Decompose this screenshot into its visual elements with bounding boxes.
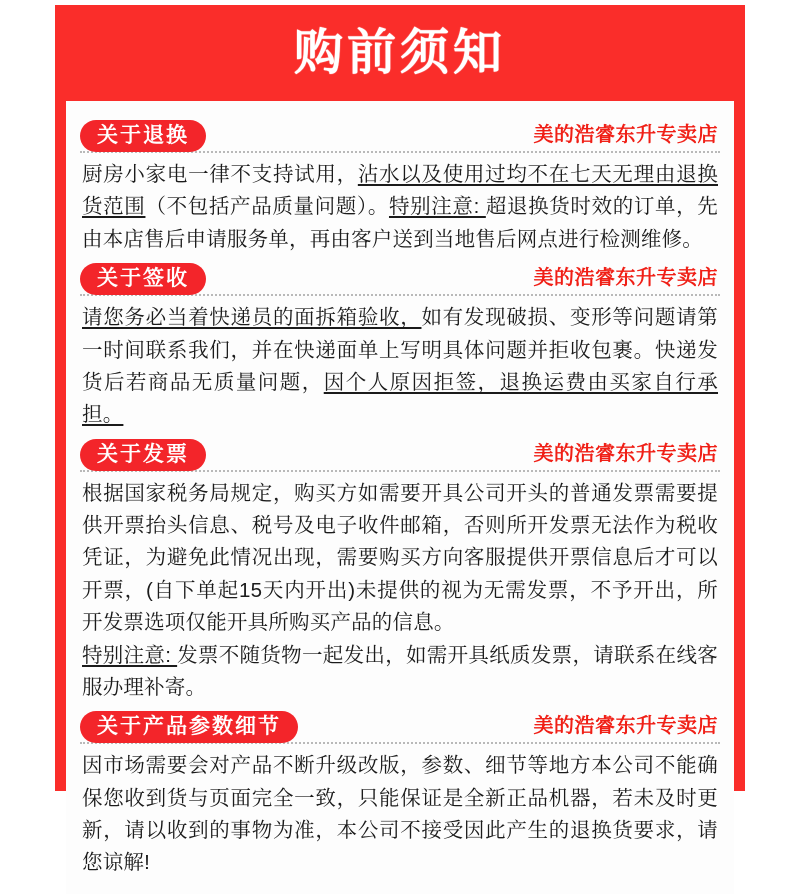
plain-text: 超退换货时效的订单，先由本店售后申请服务单，再由客户送到当地售后网点进行检测维修。 — [82, 195, 719, 251]
plain-text: 因市场需要会对产品不断升级改版，参数、细节等地方本公司不能确保您收到货与页面完全一致，只能保证是全新正品机器，若未及时更新，请以收到的事物为准，本公司不接受因此产生的退换货要求，请您谅解! — [82, 754, 718, 875]
plain-text: 发票不随货物一起发出，如需开具纸质发票，请联系在线客服办理补寄。 — [82, 643, 718, 699]
emphasis-text: 特别注意: — [388, 195, 486, 219]
section-text — [80, 472, 720, 705]
section-badge: 关于退换 — [80, 120, 206, 152]
notice-body — [66, 101, 734, 894]
section-header — [80, 436, 720, 472]
section-header — [80, 260, 720, 296]
plain-text: 厨房小家电一律不支持试用， — [82, 163, 358, 186]
notice-paragraph — [82, 478, 718, 640]
notice-section — [80, 260, 720, 432]
section-text — [80, 153, 720, 256]
store-name: 美的浩睿东升专卖店 — [533, 442, 718, 465]
plain-text: 根据国家税务局规定，购买方如需要开具公司开头的普通发票需要提供开票抬头信息、税号及电子收件邮箱，否则所开发票无法作为税收凭证，为避免此情况出现，需要购买方向客服提供开票信息后才可以开票，(自下单起15天内开出)未提供的视为无需发票，不予开出，所开发票选项仅能开具所购买产品的信息。 — [82, 481, 718, 635]
section-badge: 关于发票 — [80, 439, 206, 471]
notice-section — [80, 436, 720, 705]
emphasis-text: 请您务必当着快递员的面拆箱验收， — [82, 306, 422, 330]
notice-section — [80, 708, 720, 880]
purchase-notice-card — [55, 5, 745, 875]
section-header — [80, 708, 720, 744]
notice-paragraph — [82, 302, 718, 432]
emphasis-text: 因个人原因拒签，退换运费由买家自行承担。 — [82, 370, 719, 427]
notice-paragraph — [82, 159, 718, 256]
section-text — [80, 744, 720, 880]
section-header — [80, 117, 720, 153]
page-title: 购前须知 — [293, 25, 506, 80]
store-name: 美的浩睿东升专卖店 — [533, 267, 718, 290]
notice-paragraph — [82, 640, 718, 705]
title-banner — [55, 5, 745, 101]
emphasis-text: 特别注意: — [82, 643, 178, 667]
section-badge: 关于签收 — [80, 263, 206, 295]
section-text — [80, 296, 720, 432]
store-name: 美的浩睿东升专卖店 — [533, 715, 718, 738]
notice-section — [80, 117, 720, 256]
emphasis-text: 沾水以及使用过均不在七天无理由退换货范围 — [82, 163, 718, 219]
plain-text: （不包括产品质量问题）。 — [145, 195, 389, 219]
notice-paragraph — [82, 750, 718, 880]
plain-text: 如有发现破损、变形等问题请第一时间联系我们，并在快递面单上写明具体问题并拒收包裹。快递发货后若商品无质量问题， — [82, 306, 718, 394]
section-badge: 关于产品参数细节 — [80, 711, 298, 743]
store-name: 美的浩睿东升专卖店 — [533, 124, 718, 146]
